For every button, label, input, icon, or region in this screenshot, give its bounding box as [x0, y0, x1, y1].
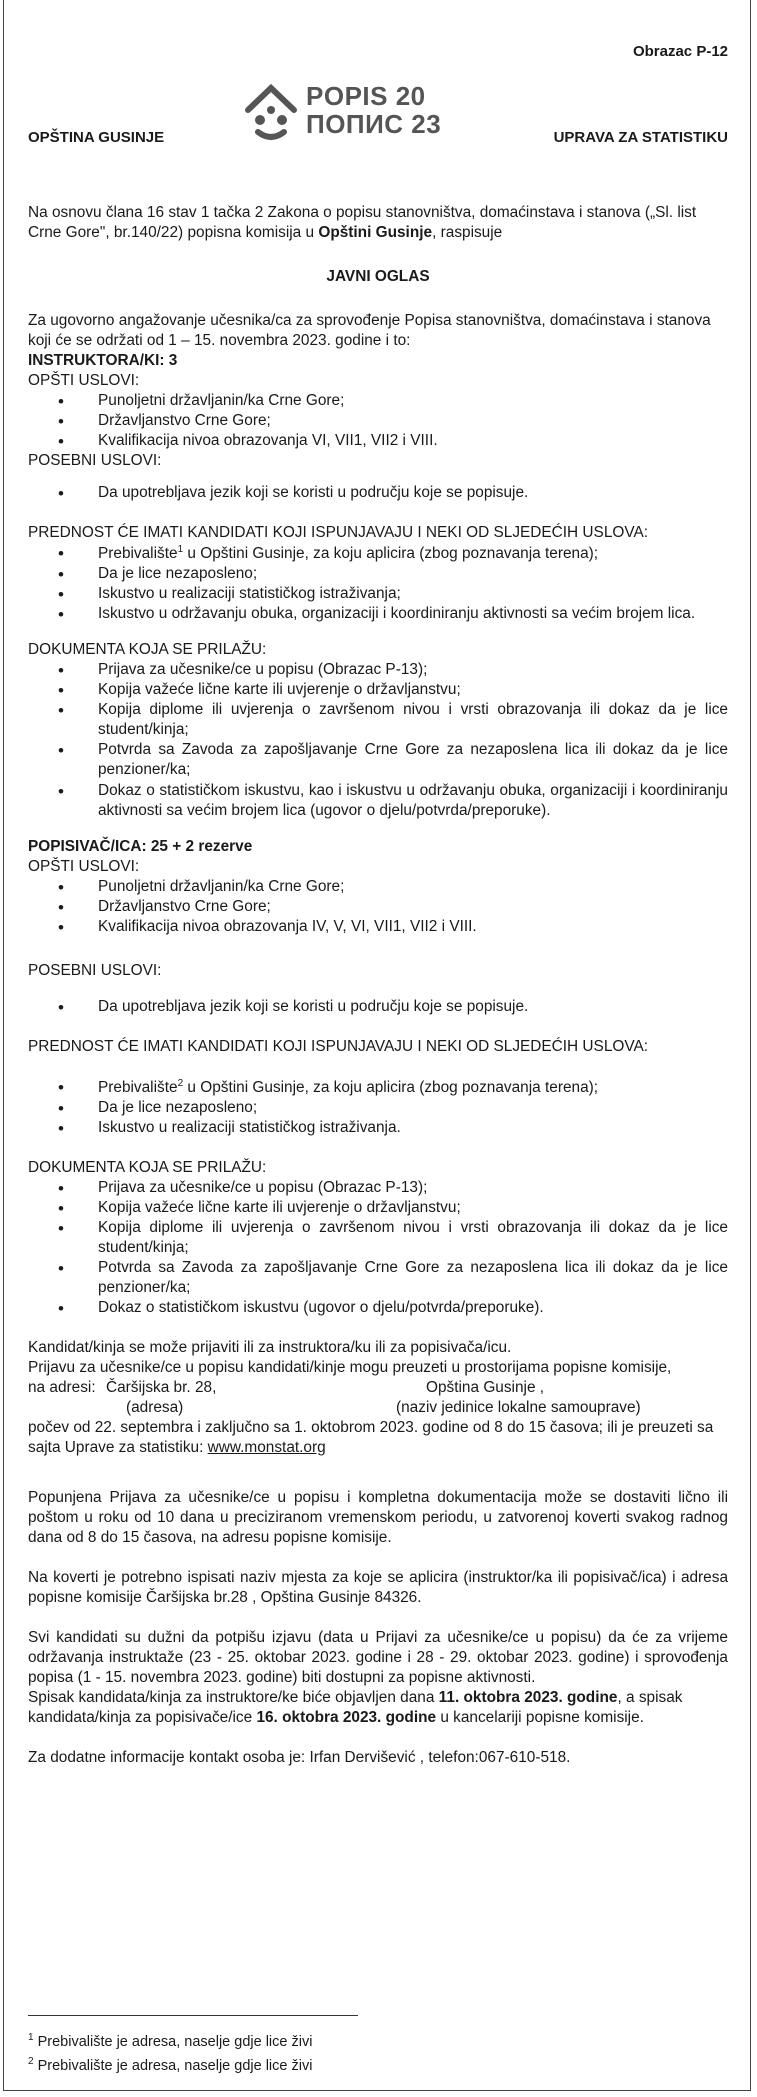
list-item: • Da je lice nezaposleno; [98, 564, 728, 584]
obligation-paragraph: Svi kandidati su dužni da potpišu izjavu (data u Prijavi za učesnike/ce u popisu) da će za vrijeme održavanja instruktaže (23 - 25. oktobar 2023. godine i 28 - 29. oktobar 2023. godine) i sprovođenja popisa (1 - 15. novembra 2023. godine) biti dostupni za popisne aktivnosti. [28, 1629, 728, 1687]
list-item: • Potvrda sa Zavoda za zapošljavanje Crne Gore za nezaposlena lica ili dokaz da je lice penzioner/ka; [98, 740, 728, 780]
enumerators-advantage-label: PREDNOST ĆE IMATI KANDIDATI KOJI ISPUNJAVAJU I NEKI OD SLJEDEĆIH USLOVA: [28, 1037, 649, 1055]
envelope-paragraph: Na koverti je potrebno ispisati naziv mjesta za koje se aplicira (instruktor/ka ili popisivač/ica) i adresa popisne komisije Čaršijska br.28 , Opština Gusinje 84326. [28, 1569, 728, 1607]
list-item: • Dokaz o statističkom iskustvu, kao i iskustvu u održavanju obuka, organizaciji i koordiniranju aktivnosti sa većim brojem lica (ugovor o djelu/potvrda/preporuke). [98, 781, 728, 821]
list-item: • Da je lice nezaposleno; [98, 1098, 728, 1118]
instructors-advantage-list [28, 543, 728, 624]
list-item: • Prebivalište$^2$ u Opštini Gusinje, za koju aplicira (zbog poznavanja terena); [98, 1077, 728, 1098]
list-item: • Iskustvo u održavanju obuka, organizaciji i koordiniranju aktivnosti sa većim brojem lica. [98, 604, 728, 624]
list-item: • Punoljetni državljanin/ka Crne Gore; [98, 391, 728, 411]
list-item: • Kopija važeće lične karte ili uvjerenje o državljanstvu; [98, 680, 728, 700]
municipality-caption: (naziv jedinice lokalne samouprave) [396, 1398, 641, 1416]
list-item: • Potvrda sa Zavoda za zapošljavanje Crne Gore za nezaposlena lica ili dokaz da je lice penzioner/ka; [98, 1258, 728, 1298]
census-logo [240, 78, 500, 150]
enumerators-general-list [28, 877, 728, 937]
address-label: na adresi: [28, 1378, 96, 1396]
logo-line-cyrillic: ПОПИС 23 [306, 109, 442, 139]
address-value: Čaršijska br. 28, [106, 1378, 217, 1396]
form-code: Obrazac P-12 [632, 43, 728, 60]
list-item: • Kopija važeće lične karte ili uvjerenje o državljanstvu; [98, 1198, 728, 1218]
address-caption: (adresa) [126, 1398, 184, 1416]
apply-line-1: Kandidat/kinja se može prijaviti ili za instruktora/ku ili za popisivača/icu. [28, 1338, 512, 1356]
enumerators-general-label: OPŠTI USLOVI: [28, 857, 140, 875]
list-item: • Dokaz o statističkom iskustvu (ugovor o djelu/potvrda/preporuke). [98, 1298, 728, 1318]
enumerators-docs-label: DOKUMENTA KOJA SE PRILAŽU: [28, 1158, 267, 1176]
intro-paragraph: Na osnovu člana 16 stav 1 tačka 2 Zakona o popisu stanovništva, domaćinstava i stanova („Sl. list Crne Gore", br.140/22) popisna komisija u Opštini Gusinje, raspisuje [28, 204, 697, 242]
address-caption-row [28, 1398, 728, 1418]
statistics-office-header: UPRAVA ZA STATISTIKU [553, 129, 728, 146]
list-item: • Prebivalište$^1$ u Opštini Gusinje, za koju aplicira (zbog poznavanja terena); [98, 543, 728, 564]
instructors-docs-list [28, 660, 728, 820]
list-item: • Da upotrebljava jezik koji se koristi u području koje se popisuje. [98, 997, 728, 1017]
list-publication-paragraph: Spisak kandidata/kinja za instruktore/ke biće objavljen dana 11. oktobra 2023. godine, a spisak kandidata/kinja za popisivače/ice 16. oktobra 2023. godine u kancelariji popisne komisije. [28, 1689, 683, 1727]
list-item: • Kopija diplome ili uvjerenja o završenom nivou i vrsti obrazovanja ili dokaz da je lice student/kinja; [98, 700, 728, 740]
instructors-special-label: POSEBNI USLOVI: [28, 452, 162, 470]
instructors-general-label: OPŠTI USLOVI: [28, 372, 140, 390]
list-item: • Prijava za učesnike/ce u popisu (Obrazac P-13); [98, 660, 728, 680]
footnote-divider [28, 2015, 358, 2016]
footnote-2: $^2$ Prebivalište je adresa, naselje gdje lice živi [28, 2056, 313, 2074]
house-icon [240, 80, 302, 146]
list-item: • Kvalifikacija nivoa obrazovanja IV, V, VI, VII1, VII2 i VIII. [98, 917, 728, 937]
document-title: JAVNI OGLAS [326, 268, 430, 286]
list-item: • Iskustvo u realizaciji statističkog istraživanja. [98, 1118, 728, 1138]
list-item: • Punoljetni državljanin/ka Crne Gore; [98, 877, 728, 897]
logo-text [306, 82, 441, 138]
apply-period: počev od 22. septembra i zaključno sa 1. oktobrom 2023. godine od 8 do 15 časova; ili je preuzeti sa sajta Uprave za statistiku: www.monstat.org [28, 1418, 714, 1456]
footnote-1: $^1$ Prebivalište je adresa, naselje gdje lice živi [28, 2032, 313, 2050]
instructors-docs-label: DOKUMENTA KOJA SE PRILAŽU: [28, 641, 267, 659]
enumerators-heading: POPISIVAČ/ICA: 25 + 2 rezerve [28, 837, 253, 855]
engagement-paragraph: Za ugovorno angažovanje učesnika/ca za sprovođenje Popisa stanovništva, domaćinstava i stanova koji će se održati od 1 – 15. novembra 2023. godine i to: [28, 312, 711, 350]
instructors-special-list [28, 483, 728, 503]
municipality-header: OPŠTINA GUSINJE [28, 129, 165, 146]
address-row [28, 1378, 728, 1398]
list-item: • Prijava za učesnike/ce u popisu (Obrazac P-13); [98, 1178, 728, 1198]
submission-paragraph: Popunjena Prijava za učesnike/ce u popisu i kompletna dokumentacija može se dostaviti lično ili poštom u roku od 10 dana u preciziranom vremenskom periodu, u zatvorenoj koverti svakog radnog dana od 8 do 15 časova, na adresu popisne komisije. [28, 1489, 728, 1547]
enumerators-docs-list [28, 1178, 728, 1318]
logo-line-latin: POPIS 20 [306, 81, 426, 111]
list-item: • Kopija diplome ili uvjerenja o završenom nivou i vrsti obrazovanja ili dokaz da je lice student/kinja; [98, 1218, 728, 1258]
municipality-value: Opština Gusinje , [426, 1378, 545, 1396]
document-body [28, 203, 728, 1768]
enumerators-advantage-list [28, 1077, 728, 1138]
instructors-general-list [28, 391, 728, 451]
list-item: • Državljanstvo Crne Gore; [98, 411, 728, 431]
apply-line-2: Prijavu za učesnike/ce u popisu kandidati/kinje mogu preuzeti u prostorijama popisne komisije, [28, 1358, 672, 1376]
list-item: • Iskustvo u realizaciji statističkog istraživanja; [98, 584, 728, 604]
enumerators-special-list [28, 997, 728, 1017]
list-item: • Državljanstvo Crne Gore; [98, 897, 728, 917]
website-link[interactable]: www.monstat.org [207, 1439, 326, 1456]
instructors-heading: INSTRUKTORA/KI: 3 [28, 352, 178, 370]
enumerators-special-label: POSEBNI USLOVI: [28, 961, 162, 979]
contact-paragraph: Za dodatne informacije kontakt osoba je: Irfan Dervišević , telefon:067-610-518. [28, 1749, 571, 1767]
instructors-advantage-label: PREDNOST ĆE IMATI KANDIDATI KOJI ISPUNJAVAJU I NEKI OD SLJEDEĆIH USLOVA: [28, 524, 649, 542]
list-item: • Da upotrebljava jezik koji se koristi u području koje se popisuje. [98, 483, 728, 503]
list-item: • Kvalifikacija nivoa obrazovanja VI, VII1, VII2 i VIII. [98, 431, 728, 451]
